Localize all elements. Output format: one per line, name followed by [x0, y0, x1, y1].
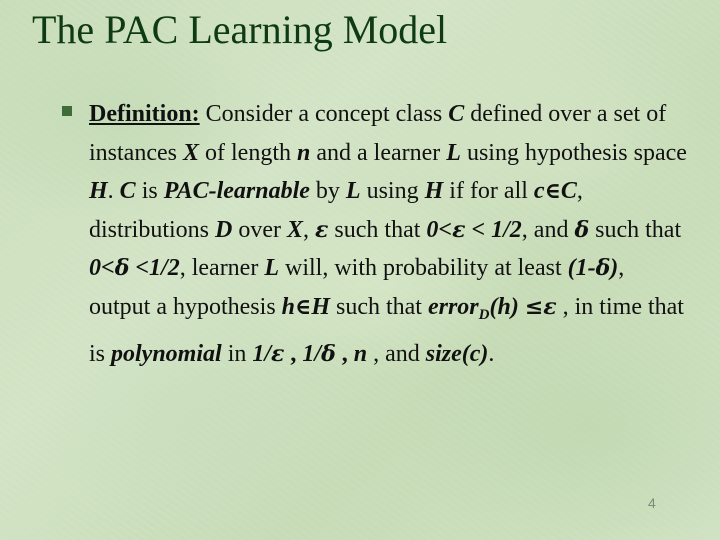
math-run: (h) — [489, 293, 519, 320]
delta-symbol: δ — [595, 255, 611, 282]
text-run: by — [309, 178, 346, 205]
square-bullet-icon — [62, 106, 72, 116]
math-run: ) — [610, 255, 619, 282]
epsilon-symbol: ε — [315, 216, 329, 243]
math-run: 0< — [89, 255, 115, 282]
text-run: if for all — [443, 178, 534, 205]
epsilon-symbol: ε — [543, 293, 557, 320]
text-run: , and — [521, 216, 575, 243]
term-polynomial: polynomial — [111, 340, 222, 367]
text-run: of length — [199, 139, 297, 166]
text-run: , and — [367, 340, 426, 367]
math-run: < 1/2 — [465, 216, 522, 243]
var-C: C — [448, 101, 465, 127]
math-run: 0< — [426, 216, 453, 243]
page-number: 4 — [648, 495, 656, 511]
term-size-c: size(c) — [425, 340, 489, 367]
var-H: H — [311, 293, 330, 320]
text-run: , distributions — [89, 178, 583, 243]
var-n: n — [296, 139, 311, 166]
slide-title: The PAC Learning Model — [32, 7, 448, 52]
var-h: h — [281, 293, 296, 320]
text-run: and a learner — [310, 139, 447, 166]
delta-symbol: δ — [321, 340, 336, 367]
text-run: , in time that is — [89, 293, 684, 367]
text-run: , — [303, 216, 316, 243]
epsilon-symbol: ε — [271, 340, 285, 367]
text-run: will, with probability at least — [279, 255, 568, 282]
var-D: D — [215, 216, 233, 243]
text-run: using hypothesis space — [460, 139, 687, 166]
term-pac-learnable: PAC-learnable — [163, 178, 310, 205]
text-run: such that — [328, 216, 427, 243]
var-c: c — [533, 178, 545, 205]
text-run: in — [221, 340, 253, 367]
text-run: , output a hypothesis — [89, 255, 625, 320]
var-L: L — [264, 255, 279, 282]
text-run: , — [284, 340, 303, 367]
math-run: 1/ — [302, 340, 322, 367]
epsilon-symbol: ε — [452, 216, 466, 243]
math-run: <1/2 — [129, 255, 180, 282]
delta-symbol: δ — [574, 216, 590, 243]
var-L: L — [345, 178, 361, 205]
definition-label: Definition: — [89, 101, 200, 127]
error-subscript: D — [478, 306, 490, 323]
text-run: , learner — [179, 255, 265, 282]
text-run: such that — [589, 216, 682, 243]
leq-symbol: ≤ — [524, 293, 544, 320]
definition-paragraph — [89, 95, 689, 373]
text-run: is — [135, 178, 164, 205]
var-X: X — [287, 216, 304, 243]
text-run: defined over a set of instances — [89, 101, 667, 166]
text-run: , — [335, 340, 354, 367]
var-C: C — [119, 178, 136, 205]
element-of-symbol: ∈ — [295, 293, 312, 320]
text-run: such that — [329, 293, 428, 320]
text-run: over — [232, 216, 288, 243]
var-n: n — [353, 340, 368, 367]
delta-symbol: δ — [114, 255, 130, 282]
element-of-symbol: ∈ — [544, 178, 561, 205]
term-error: error — [427, 293, 479, 320]
var-L: L — [446, 139, 461, 166]
var-X: X — [182, 139, 199, 166]
var-H: H — [89, 178, 108, 205]
var-C: C — [560, 178, 577, 205]
text-run: . — [488, 340, 495, 367]
var-H: H — [424, 178, 444, 205]
text-run: Consider a concept class — [199, 101, 449, 127]
text-run: using — [360, 178, 425, 205]
math-run: (1- — [567, 255, 596, 282]
text-run: . — [107, 178, 120, 205]
math-run: 1/ — [252, 340, 272, 367]
